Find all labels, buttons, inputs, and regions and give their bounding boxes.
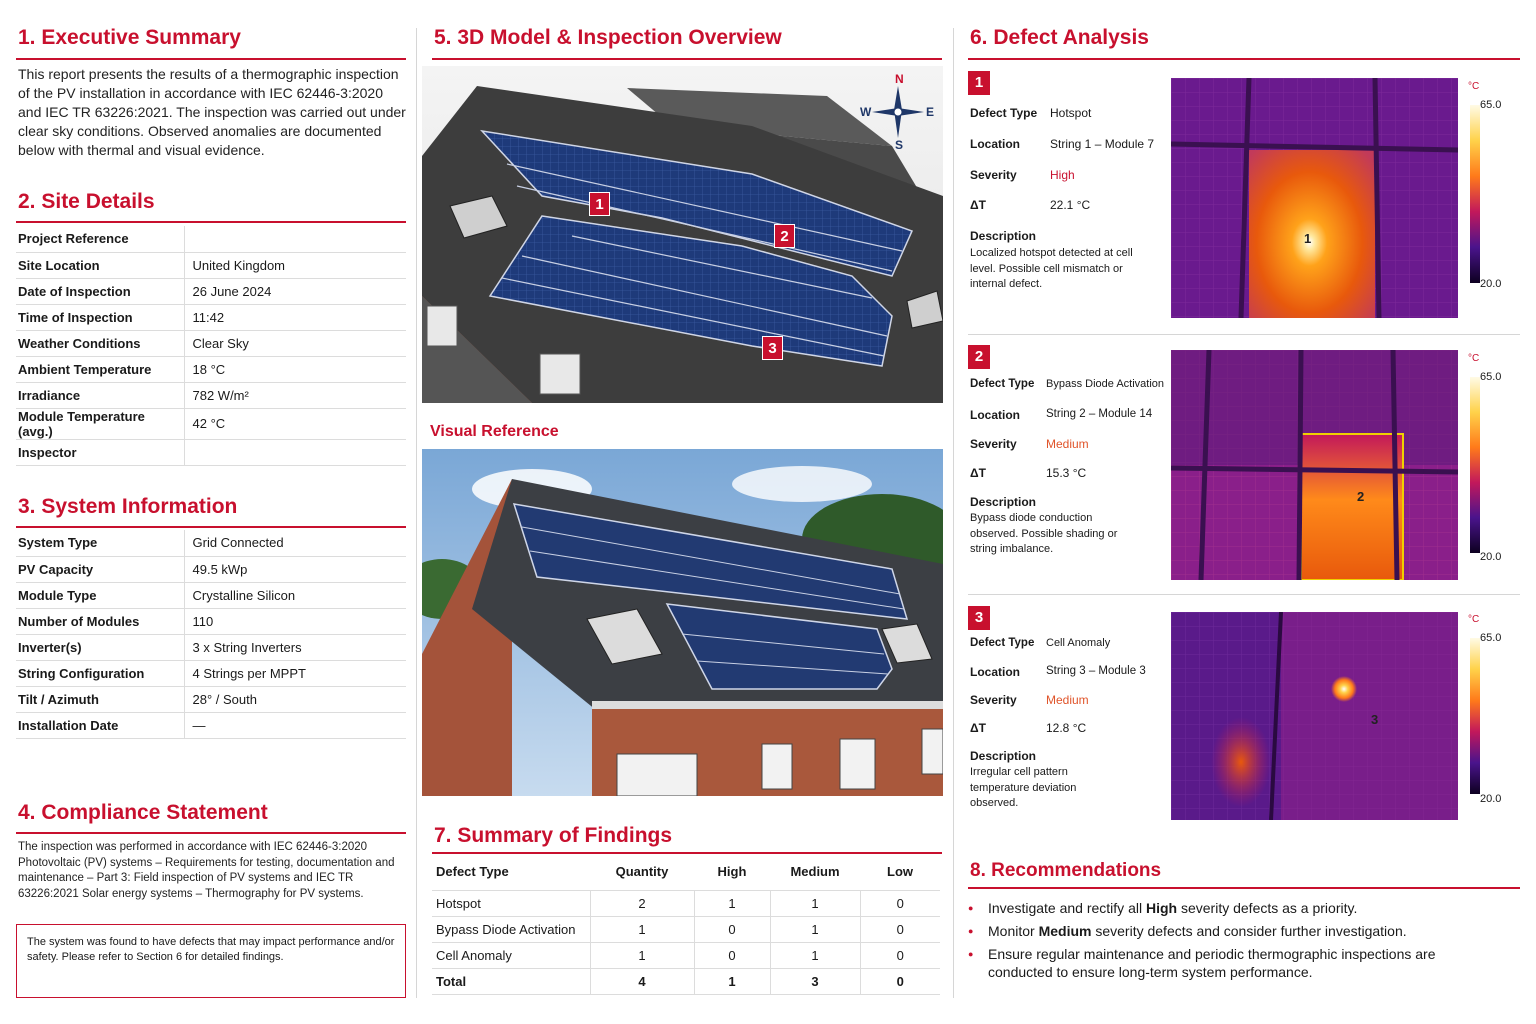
summary-header: Quantity xyxy=(590,854,694,890)
section-rule xyxy=(968,58,1520,60)
description-label: Description xyxy=(970,495,1037,509)
system-info-table xyxy=(16,530,406,739)
location-value: String 2 – Module 14 xyxy=(1046,408,1153,420)
location-label: Location xyxy=(970,665,1020,679)
location-label: Location xyxy=(970,137,1020,151)
delta-t-label: ΔT xyxy=(970,198,986,212)
compass-w: W xyxy=(860,105,872,119)
row-value: United Kingdom xyxy=(184,252,406,278)
row-value: 42 °C xyxy=(184,408,406,439)
count-cell: 2 xyxy=(590,890,694,916)
visual-reference-photo xyxy=(422,449,943,796)
row-label: Site Location xyxy=(16,252,184,278)
location-value: String 1 – Module 7 xyxy=(1050,137,1155,151)
defect-type-value: Cell Anomaly xyxy=(1046,637,1111,649)
count-cell: 1 xyxy=(590,942,694,968)
table-row xyxy=(16,556,406,582)
scale-unit: °C xyxy=(1468,614,1480,625)
summary-header: Low xyxy=(860,854,940,890)
temperature-scale-bar xyxy=(1470,377,1480,553)
row-value: 49.5 kWp xyxy=(184,556,406,582)
defect-type-value: Bypass Diode Activation xyxy=(1046,378,1165,390)
compliance-text: The inspection was performed in accordance with IEC 62446-3:2020 Photovoltaic (PV) systems – Requirements for testing, documentation and maintenance – Part 3: Field inspection of PV systems and IEC TR 63226:2021 Solar energy systems – Thermography for PV systems. xyxy=(18,841,395,900)
count-cell: 1 xyxy=(770,916,860,942)
thermal-marker-3: 3 xyxy=(1371,712,1379,727)
total-row xyxy=(432,968,940,994)
thermal-image-1 xyxy=(1171,78,1458,318)
section-rule xyxy=(968,887,1520,889)
count-cell: 0 xyxy=(860,890,940,916)
table-row xyxy=(432,890,940,916)
delta-t-label: ΔT xyxy=(970,466,986,480)
row-value: 4 Strings per MPPT xyxy=(184,660,406,686)
section-rule xyxy=(16,526,406,528)
defect-number: 2 xyxy=(968,345,990,369)
recommendations-title: 8. Recommendations xyxy=(970,860,1162,881)
table-row xyxy=(16,582,406,608)
row-value: Clear Sky xyxy=(184,330,406,356)
count-cell: 0 xyxy=(860,968,940,994)
executive-summary-title: 1. Executive Summary xyxy=(18,26,241,49)
location-value: String 3 – Module 3 xyxy=(1046,665,1146,677)
defect-number: 3 xyxy=(968,606,990,630)
delta-t-value: 22.1 °C xyxy=(1050,198,1091,212)
visual-reference-heading: Visual Reference xyxy=(430,423,559,440)
site-details-title: 2. Site Details xyxy=(18,190,155,213)
defect-type-label: Defect Type xyxy=(970,637,1035,649)
temperature-scale-bar xyxy=(1470,638,1480,794)
row-label: Weather Conditions xyxy=(16,330,184,356)
thermal-svg xyxy=(1171,612,1458,820)
row-value: 28° / South xyxy=(184,686,406,712)
description-text: Bypass diode conduction observed. Possible shading or string imbalance. xyxy=(970,512,1118,555)
recommendation-item: ● Investigate and rectify all High severity defects as a priority. xyxy=(968,899,1448,917)
table-row xyxy=(16,356,406,382)
row-label: Irradiance xyxy=(16,382,184,408)
count-cell: 1 xyxy=(694,968,770,994)
row-value: Grid Connected xyxy=(184,530,406,556)
row-label: Ambient Temperature xyxy=(16,356,184,382)
thermal-svg xyxy=(1171,350,1458,580)
table-row xyxy=(16,278,406,304)
summary-header: High xyxy=(694,854,770,890)
count-cell: 1 xyxy=(694,890,770,916)
table-row xyxy=(432,942,940,968)
right-column xyxy=(960,0,1520,1024)
summary-findings-table xyxy=(432,854,940,995)
row-value: Crystalline Silicon xyxy=(184,582,406,608)
defect-card-3 xyxy=(968,606,1520,828)
row-value: 782 W/m² xyxy=(184,382,406,408)
section-rule xyxy=(16,58,406,60)
thermal-image-3 xyxy=(1171,612,1458,820)
defect-number: 1 xyxy=(968,71,990,95)
severity-label: Severity xyxy=(970,437,1017,451)
left-column xyxy=(16,0,406,1024)
delta-t-value: 15.3 °C xyxy=(1046,466,1087,480)
summary-header: Defect Type xyxy=(432,854,590,890)
row-label: Inspector xyxy=(16,439,184,465)
thermal-image-2 xyxy=(1171,350,1458,580)
row-label: Inverter(s) xyxy=(16,634,184,660)
table-row xyxy=(16,226,406,252)
defect-analysis-title: 6. Defect Analysis xyxy=(970,26,1149,49)
table-row xyxy=(16,382,406,408)
compliance-title: 4. Compliance Statement xyxy=(18,801,268,824)
defect-type-value: Hotspot xyxy=(1050,106,1092,120)
defect-marker-3[interactable]: 3 xyxy=(762,336,783,360)
compass-s: S xyxy=(895,138,904,152)
row-value: 26 June 2024 xyxy=(184,278,406,304)
description-label: Description xyxy=(970,229,1037,243)
thermal-marker-2: 2 xyxy=(1357,489,1365,504)
section-rule xyxy=(16,832,406,834)
temperature-scale-bar xyxy=(1470,105,1480,283)
row-value: 11:42 xyxy=(184,304,406,330)
recommendation-item: ● Monitor Medium severity defects and consider further investigation. xyxy=(968,922,1448,940)
count-cell: 0 xyxy=(860,916,940,942)
table-row xyxy=(16,252,406,278)
scale-max: 65.0 xyxy=(1480,99,1502,111)
scale-max: 65.0 xyxy=(1480,632,1502,644)
row-label: String Configuration xyxy=(16,660,184,686)
scale-min: 20.0 xyxy=(1480,551,1502,563)
count-cell: 1 xyxy=(770,942,860,968)
row-label: Installation Date xyxy=(16,712,184,738)
defect-type-cell: Hotspot xyxy=(432,890,590,916)
scale-unit: °C xyxy=(1468,353,1480,364)
section-rule xyxy=(16,221,406,223)
row-value xyxy=(184,439,406,465)
compass-e: E xyxy=(926,105,935,119)
recommendations-list xyxy=(968,899,1448,986)
compass-rose xyxy=(860,72,936,152)
row-label: Date of Inspection xyxy=(16,278,184,304)
defect-marker-1[interactable]: 1 xyxy=(589,192,610,216)
severity-value: Medium xyxy=(1046,693,1089,707)
location-label: Location xyxy=(970,408,1020,422)
count-cell: 0 xyxy=(860,942,940,968)
defect-marker-2[interactable]: 2 xyxy=(774,224,795,248)
defect-type-label: Defect Type xyxy=(970,378,1035,390)
thermal-svg xyxy=(1171,78,1458,318)
table-row xyxy=(16,330,406,356)
roof-model-image xyxy=(422,66,943,403)
scale-max: 65.0 xyxy=(1480,371,1502,383)
site-details-table xyxy=(16,226,406,466)
middle-column xyxy=(422,0,943,1024)
row-value: 110 xyxy=(184,608,406,634)
compliance-notice: The system was found to have defects that may impact performance and/or safety. Please refer to Section 6 for detailed findings. xyxy=(16,924,406,998)
count-cell: 4 xyxy=(590,968,694,994)
summary-header: Medium xyxy=(770,854,860,890)
thermal-marker-1: 1 xyxy=(1304,231,1312,246)
table-row xyxy=(432,916,940,942)
model-overview-title: 5. 3D Model & Inspection Overview xyxy=(434,26,782,49)
row-label: Tilt / Azimuth xyxy=(16,686,184,712)
delta-t-value: 12.8 °C xyxy=(1046,721,1087,735)
count-cell: 3 xyxy=(770,968,860,994)
count-cell: 1 xyxy=(590,916,694,942)
defect-type-cell: Total xyxy=(432,968,590,994)
count-cell: 1 xyxy=(770,890,860,916)
system-info-title: 3. System Information xyxy=(18,495,238,518)
table-row xyxy=(16,712,406,738)
count-cell: 0 xyxy=(694,942,770,968)
row-label: PV Capacity xyxy=(16,556,184,582)
row-label: System Type xyxy=(16,530,184,556)
table-row xyxy=(16,439,406,465)
row-value: 18 °C xyxy=(184,356,406,382)
house-photo-svg xyxy=(422,449,943,796)
table-row xyxy=(16,408,406,439)
description-label: Description xyxy=(970,749,1037,763)
card-separator xyxy=(968,594,1520,595)
executive-summary-text: This report presents the results of a thermographic inspection of the PV installation in accordance with IEC 62446-3:2020 and IEC TR 63226:2021. The inspection was carried out under clear sky conditions. Observed anomalies are documented below with thermal and visual evidence. xyxy=(18,66,406,158)
defect-type-label: Defect Type xyxy=(970,106,1038,120)
recommendation-item: ● Ensure regular maintenance and periodic thermographic inspections are conducted to ensure long-term system performance. xyxy=(968,945,1448,981)
table-row xyxy=(16,686,406,712)
section-rule xyxy=(432,58,942,60)
row-label: Number of Modules xyxy=(16,608,184,634)
row-label: Project Reference xyxy=(16,226,184,252)
scale-min: 20.0 xyxy=(1480,278,1502,290)
severity-label: Severity xyxy=(970,168,1017,182)
count-cell: 0 xyxy=(694,916,770,942)
defect-card-1 xyxy=(968,71,1520,323)
table-row xyxy=(16,634,406,660)
card-separator xyxy=(968,334,1520,335)
severity-label: Severity xyxy=(970,693,1017,707)
row-label: Module Temperature (avg.) xyxy=(16,408,184,439)
table-row xyxy=(16,660,406,686)
table-row xyxy=(16,304,406,330)
scale-unit: °C xyxy=(1468,81,1480,92)
row-value xyxy=(184,226,406,252)
row-label: Module Type xyxy=(16,582,184,608)
table-row xyxy=(16,608,406,634)
defect-type-cell: Cell Anomaly xyxy=(432,942,590,968)
severity-value: Medium xyxy=(1046,437,1089,451)
defect-type-cell: Bypass Diode Activation xyxy=(432,916,590,942)
summary-findings-title: 7. Summary of Findings xyxy=(434,824,673,847)
delta-t-label: ΔT xyxy=(970,721,986,735)
scale-min: 20.0 xyxy=(1480,793,1502,805)
row-value: 3 x String Inverters xyxy=(184,634,406,660)
compass-n: N xyxy=(895,72,904,86)
table-row xyxy=(16,530,406,556)
severity-value: High xyxy=(1050,168,1075,182)
row-label: Time of Inspection xyxy=(16,304,184,330)
defect-card-2 xyxy=(968,345,1520,585)
row-value: — xyxy=(184,712,406,738)
description-text: Localized hotspot detected at cell level. Possible cell mismatch or internal defect. xyxy=(970,247,1133,290)
description-text: Irregular cell pattern temperature deviation observed. xyxy=(970,766,1077,809)
